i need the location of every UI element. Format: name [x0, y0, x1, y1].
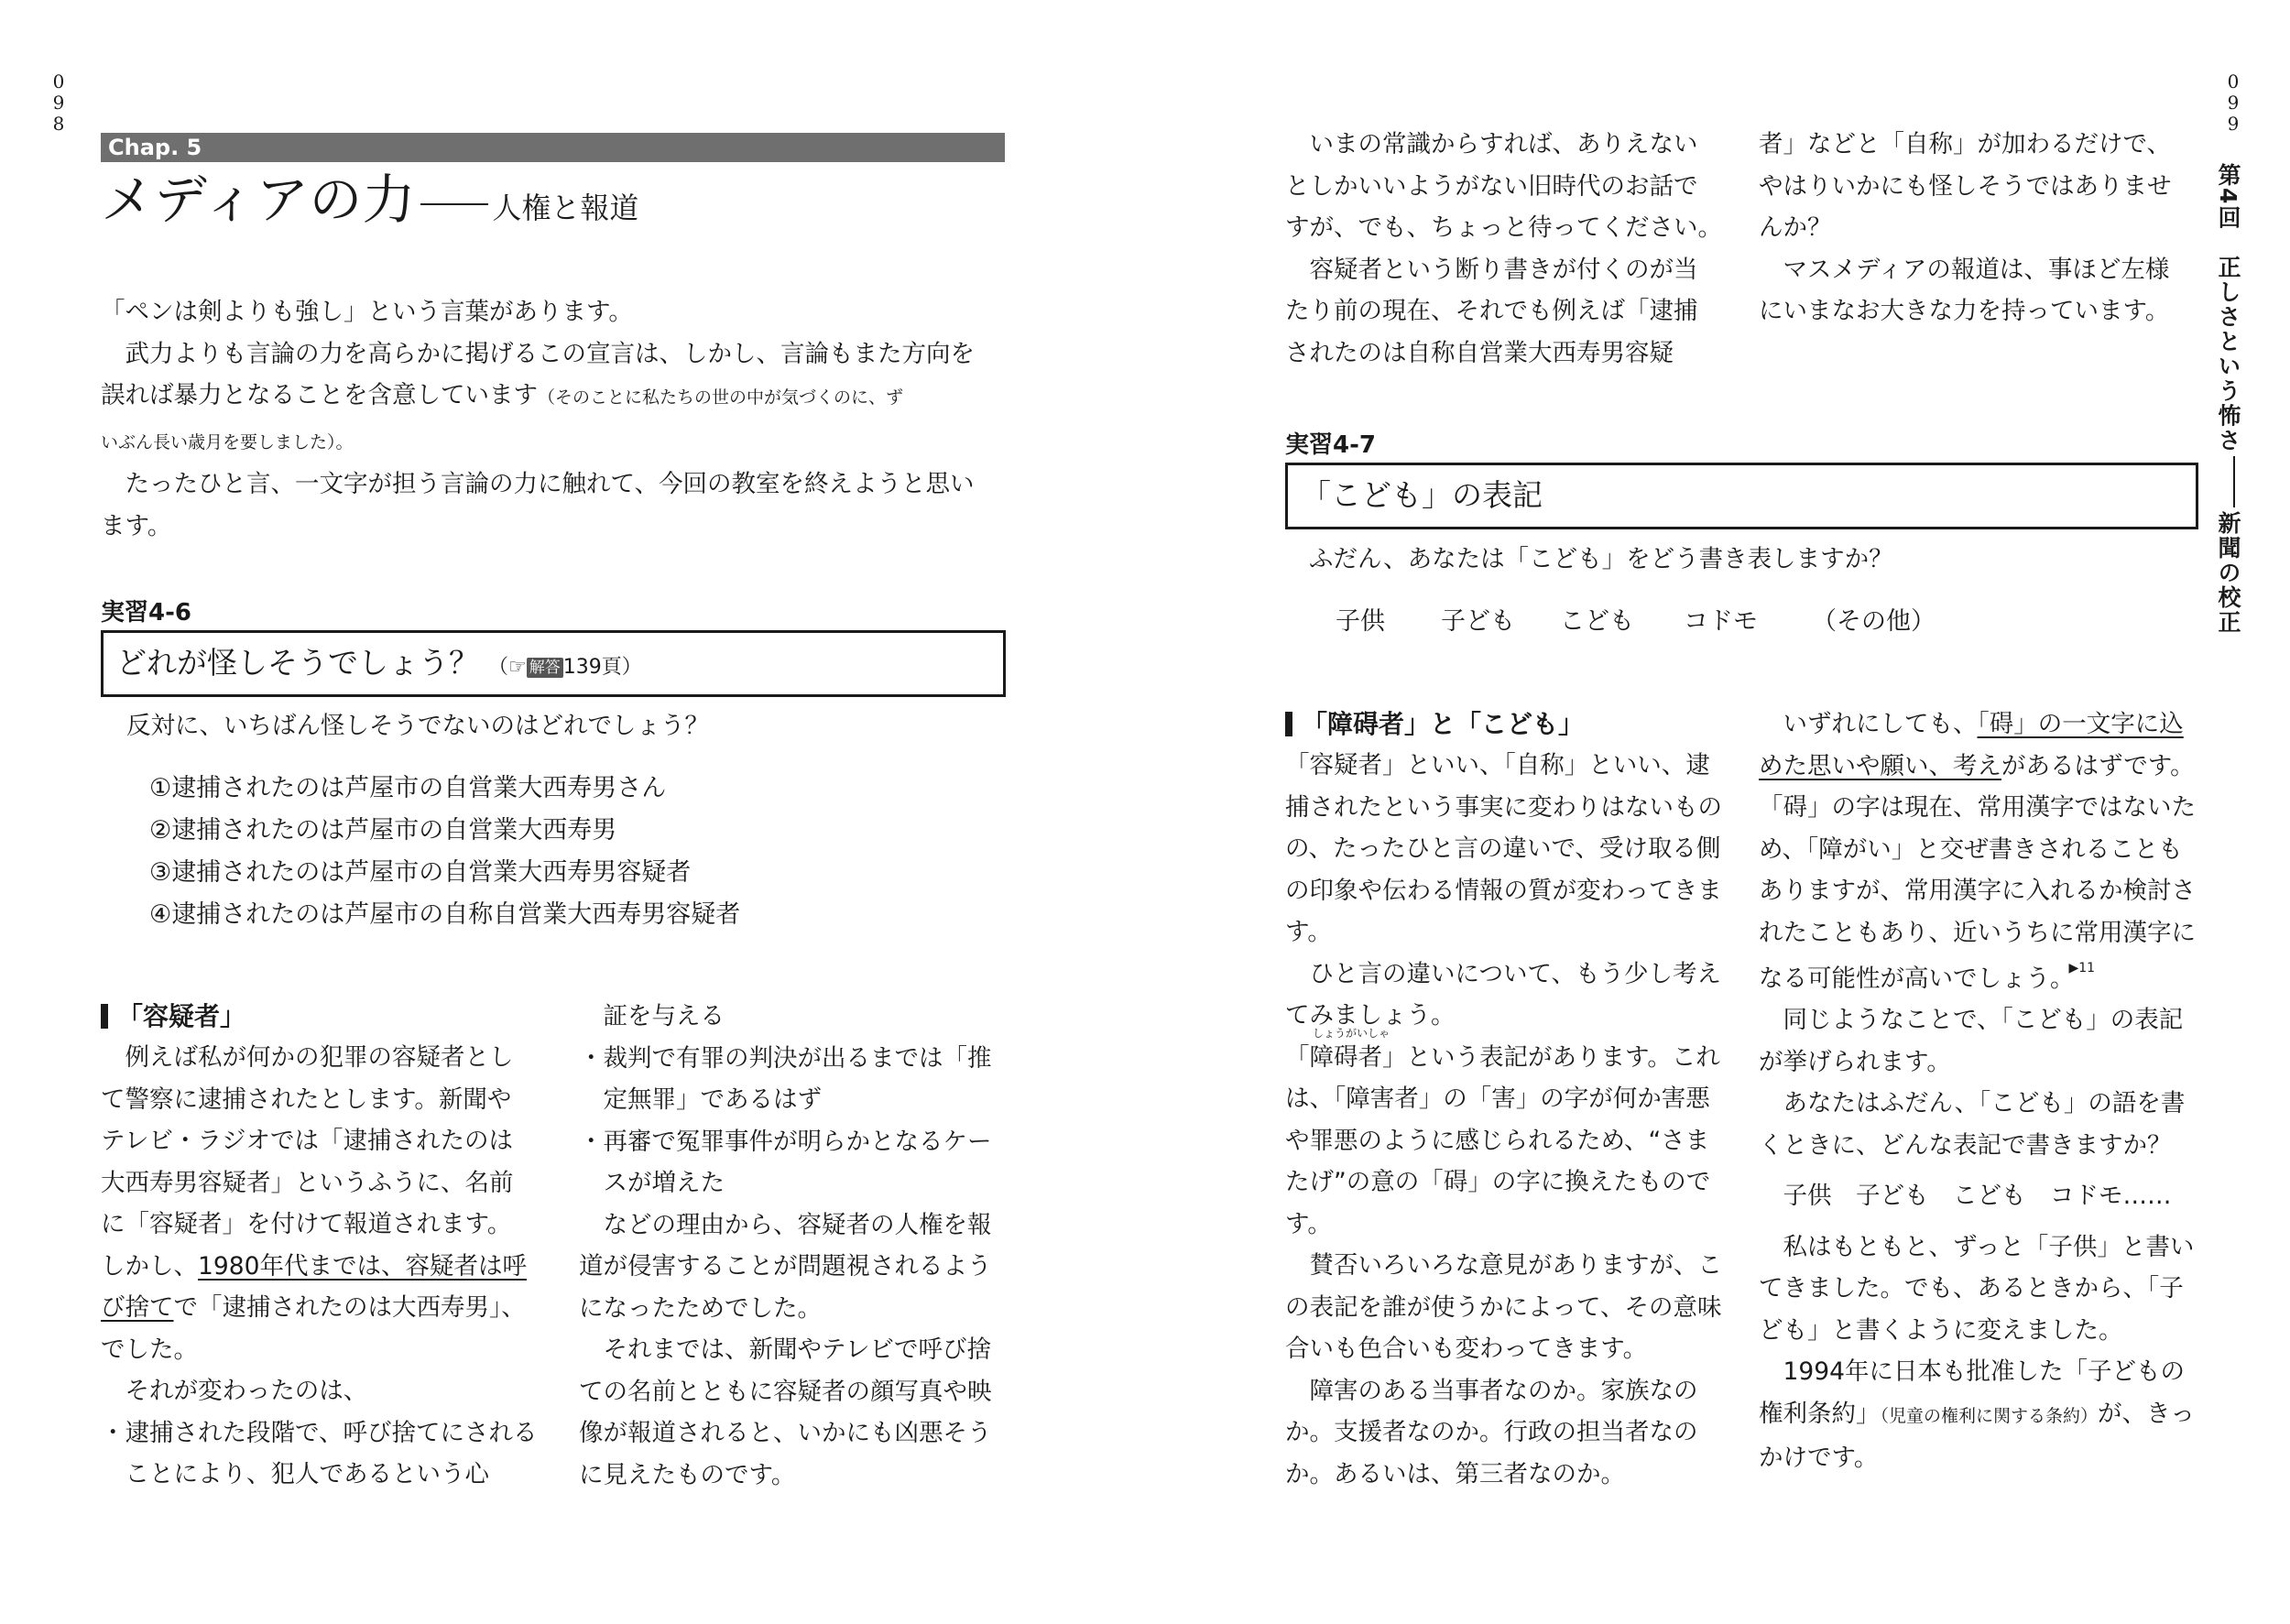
- option-item: （その他）: [1812, 607, 1936, 636]
- paragraph: しょうがいしゃ 「障碍者」という表記があります。これは、「障害者」の「害」の字が何か害悪や罪悪のように感じられるため、“さまたげ”の意の「碍」の字に換えたものです。: [1285, 1026, 1720, 1238]
- section-column-2: [1759, 703, 2198, 1479]
- text-line: 者」などと「自称」が加わるだけで、: [1759, 130, 2171, 158]
- text-line: て警察に逮捕されたとします。新聞や: [101, 1084, 512, 1114]
- paragraph: それが変わったのは、: [125, 1377, 368, 1405]
- exercise-question-box: [1285, 463, 2198, 529]
- notation-options: [1336, 601, 1936, 643]
- running-head-title: 第4回 正しさという怖さ: [2215, 163, 2241, 453]
- ruby-term: しょうがいしゃ 「障碍者」: [1285, 1026, 1407, 1072]
- text-line: 例えば私が何かの犯罪の容疑者とし: [125, 1043, 514, 1072]
- heading-bar: [1285, 712, 1292, 736]
- section-heading: 「容疑者」: [101, 996, 245, 1038]
- ruby-reading: しょうがいしゃ: [1313, 1026, 1390, 1040]
- exercise-question: 「こども」の表記: [1301, 477, 1543, 513]
- intro-line: 「ペンは剣よりも強し」という言葉があります。: [101, 298, 633, 326]
- intro-line: ます。: [101, 511, 172, 540]
- text-line: マスメディアの報道は、事ほど左様: [1783, 255, 2170, 284]
- title-main: メディアの力: [101, 169, 416, 231]
- choice-list: [149, 768, 740, 936]
- exercise-label: 実習4-7: [1285, 431, 1376, 459]
- bullet-continuation: 証を与える: [603, 1002, 725, 1030]
- paragraph: あなたはふだん、「こども」の語を書くときに、どんな表記で書きますか？: [1759, 1089, 2186, 1160]
- intro-line: いぶん長い歳月を要しました）。: [101, 431, 354, 452]
- paragraph: 障害のある当事者なのか。家族なのか。支援者なのか。行政の担当者なのか。あるいは、第三者なのか。: [1285, 1376, 1698, 1488]
- running-head-dash: [2233, 456, 2235, 507]
- chapter-title: [101, 168, 638, 240]
- paragraph: などの理由から、容疑者の人権を報道が侵害することが問題視されるようになったためでした。: [579, 1210, 992, 1323]
- title-dash: [420, 203, 488, 205]
- paragraph: しかし、1980年代までは、容疑者は呼 び捨てで「逮捕されたのは大西寿男」、 でした。: [101, 1251, 527, 1364]
- option-item: コドモ: [1684, 607, 1758, 636]
- intro-text: [101, 291, 1008, 547]
- text-line: 大西寿男容疑者」というふうに、名前: [101, 1168, 514, 1197]
- title-sub: 人権と報道: [492, 191, 639, 225]
- exercise-question-box: [101, 630, 1006, 697]
- choice-item: ③逮捕されたのは芦屋市の自営業大西寿男容疑者: [149, 858, 692, 887]
- text-line: にいまなお大きな力を持っています。: [1759, 297, 2170, 325]
- page-number-right: 0 9 9: [2227, 71, 2240, 135]
- answer-badge: 解答: [527, 658, 563, 678]
- exercise-prompt: ふだん、あなたは「こども」をどう書き表しますか？: [1309, 545, 1893, 573]
- text-line: 容疑者という断り書きが付くのが当: [1309, 255, 1698, 284]
- paragraph: いずれにしても、「碍」の一文字に込めた思いや願い、考えがあるはずです。: [1759, 710, 2195, 780]
- bullet-item: ・逮捕された段階で、呼び捨てにされることにより、犯人であるという心: [101, 1418, 538, 1488]
- exercise-question: どれが怪しそうでしょう？: [116, 645, 479, 681]
- answer-reference: （☞ 解答 139頁）: [488, 656, 642, 679]
- text-line: されたのは自称自営業大西寿男容疑: [1285, 338, 1674, 367]
- note-reference: ▶11: [2068, 961, 2096, 975]
- text-line: としかいいようがない旧時代のお話で: [1285, 171, 1698, 201]
- paragraph: ひと言の違いについて、もう少し考えてみましょう。: [1285, 959, 1721, 1030]
- text-line: テレビ・ラジオでは「逮捕されたのは: [101, 1127, 513, 1155]
- top-column-1: [1285, 124, 1725, 374]
- exercise-prompt: 反対に、いちばん怪しそうでないのはどれでしょう？: [126, 712, 709, 740]
- paragraph: 私はもともと、ずっと「子供」と書いてきました。でも、あるときから、「子ども」と書くように変えました。: [1759, 1232, 2195, 1345]
- running-head: [2215, 163, 2253, 635]
- intro-line: たったひと言、一文字が担う言論の力に触れて、今回の教室を終えようと思い: [125, 470, 975, 498]
- top-column-2: [1759, 124, 2198, 332]
- paragraph: 賛否いろいろな意見がありますが、この表記を誰が使うかによって、その意味合いも色合いも変わってきます。: [1285, 1251, 1722, 1363]
- paragraph: 「碍」の字は現在、常用漢字ではないため、「障がい」と交ぜ書きされることもありますが、常用漢字に入れるか検討されたこともあり、近いうちに常用漢字になる可能性が高いでしょう。$^{▶11}$: [1759, 793, 2196, 993]
- intro-line: 武力よりも言論の力を高らかに掲げるこの宣言は、しかし、言論もまた方向を: [125, 339, 975, 368]
- option-item: こども: [1560, 607, 1634, 636]
- right-page: [1145, 0, 2290, 1624]
- option-item: 子ども: [1441, 607, 1515, 636]
- text-line: たり前の現在、それでも例えば「逮捕: [1285, 297, 1698, 325]
- paragraph: 1994年に日本も批准した「子どもの権利条約」（児童の権利に関する条約）が、きっかけです。: [1759, 1357, 2196, 1473]
- chapter-bar: [101, 133, 1005, 162]
- intro-line: 誤れば暴力となることを含意しています（そのことに私たちの世の中が気づくのに、ず: [101, 381, 904, 409]
- choice-item: ①逮捕されたのは芦屋市の自営業大西寿男さん: [149, 774, 667, 802]
- option-item: 子供: [1336, 607, 1385, 636]
- section-column-1: [1285, 745, 1725, 1495]
- choice-item: ②逮捕されたのは芦屋市の自営業大西寿男: [149, 816, 617, 845]
- paragraph: 「容疑者」といい、「自称」といい、逮捕されたという事実に変わりはないものの、たったひと言の違いで、受け取る側の印象や伝わる情報の質が変わってきます。: [1285, 751, 1722, 946]
- heading-bar: [101, 1004, 108, 1029]
- pointing-hand-icon: ☞: [508, 656, 527, 679]
- page-number-left: 0 9 8: [52, 71, 65, 135]
- text-line: すが、でも、ちょっと待ってください。: [1285, 213, 1722, 242]
- section-column-2: [579, 996, 1009, 1496]
- exercise-label: 実習4-6: [101, 599, 191, 627]
- text-line: んか？: [1759, 213, 1832, 242]
- text-line: に「容疑者」を付けて報道されます。: [101, 1210, 512, 1238]
- section-column-1: [101, 1037, 539, 1496]
- choice-item: ④逮捕されたのは芦屋市の自称自営業大西寿男容疑者: [149, 900, 741, 929]
- bullet-item: ・裁判で有罪の判決が出るまでは「推定無罪」であるはず: [579, 1043, 992, 1114]
- text-line: いまの常識からすれば、ありえない: [1309, 130, 1698, 158]
- paragraph: それまでは、新聞やテレビで呼び捨ての名前とともに容疑者の顔写真や映像が報道されると、いかにも凶悪そうに見えたものです。: [579, 1335, 992, 1489]
- paragraph: 同じようなことで、「こども」の表記が挙げられます。: [1759, 1006, 2184, 1076]
- text-line: やはりいかにも怪しそうではありませ: [1759, 171, 2172, 201]
- running-head-subtitle: 新聞の校正: [2215, 511, 2241, 636]
- chapter-label: Chap. 5: [108, 135, 202, 160]
- bullet-item: ・再審で冤罪事件が明らかとなるケースが増えた: [579, 1127, 992, 1197]
- section-heading: 「障碍者」と「こども」: [1285, 703, 1584, 746]
- notation-list: 子供 子ども こども コドモ……: [1783, 1182, 2172, 1211]
